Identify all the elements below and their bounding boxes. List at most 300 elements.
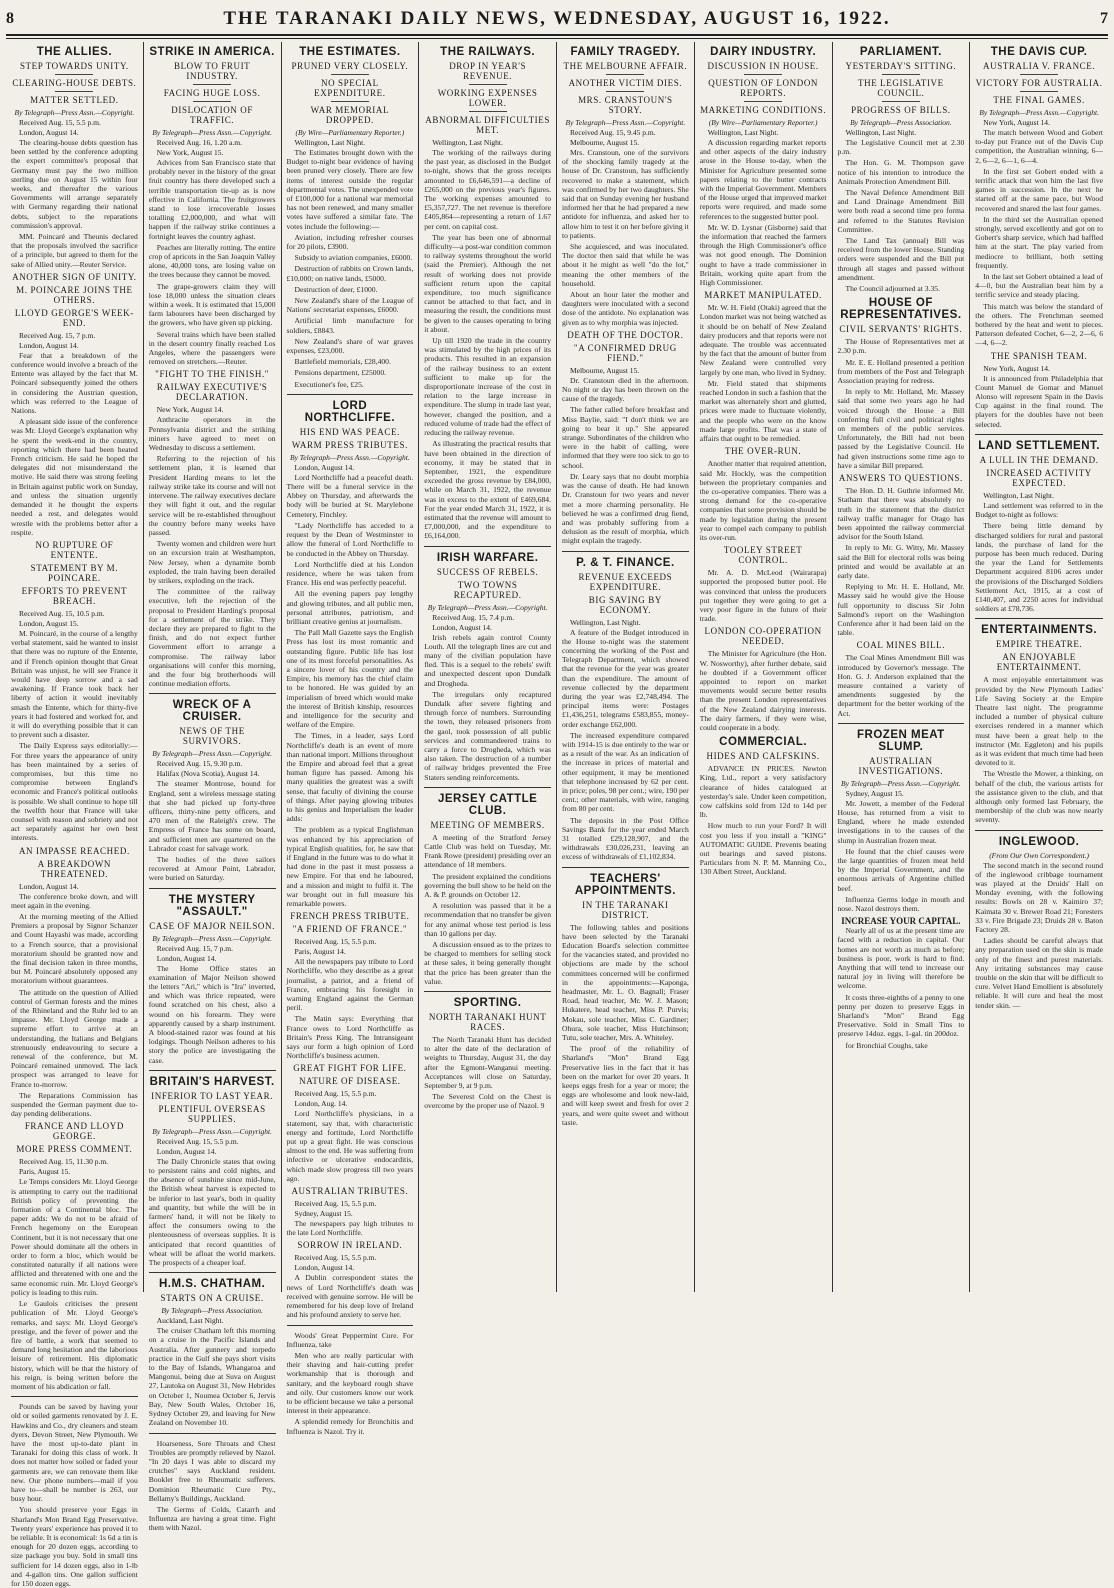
paragraph: The Minister for Agriculture (the Hon. W. Nosworthy), after further debate, said he doubted if a Government officer appointed to report on market movements would secure better results than the present London representatives of the New Zealand dairying interests. The dairy farmers, if they were wise, could cooperate in a body. bbox=[699, 649, 827, 732]
subheading: IN THE TARANAKI DISTRICT. bbox=[582, 899, 669, 920]
subheading: MARKETING CONDITIONS. bbox=[700, 105, 827, 115]
dateline: London, Aug. 14. bbox=[294, 1099, 348, 1109]
paragraph: MM. Poincaré and Theunis declared that the proposals involved the sacrifice of a principle, but agreed to them for the sake of Allied unity.—Reuter Service. bbox=[11, 232, 138, 269]
paragraph: The Hon. D. H. Guthrie informed Mr. Statham that there was absolutely no truth in the statement that the district railway traffic manager for Otago has been appointed the railway commercial advisor for the South Island. bbox=[837, 486, 965, 542]
subheading: HIS END WAS PEACE. bbox=[299, 426, 400, 437]
dateline: London, August 14. bbox=[19, 881, 79, 891]
dateline: Wellington, Last Night. bbox=[294, 138, 366, 147]
wire-credit: By Telegraph—Press Assn.—Copyright. bbox=[290, 452, 410, 462]
headline: THE RAILWAYS. bbox=[440, 46, 536, 58]
paragraph: The Times, in a leader, says Lord Northcliffe's death is an event of more than national import. Millions throughout the Empire and abroad feel that a great human figure has passed. Among his many qualities the greatest was a swift sense, that faculty of divining the course of things. After paying glowing tributes to his genius and Imperialism the leader adds: bbox=[286, 731, 414, 824]
paragraph: Advices from San Francisco state that probably never in the history of the great fruit country has there developed such a terrible transportation tie-up as is now effective in California. The fruitgrowers stand to lose irrecoverable losses totalling £2,000,000, and what will happen if the railway strike continues a fortnight leaves the country aghast. bbox=[148, 158, 276, 241]
subheading: THE OVER-RUN. bbox=[724, 446, 802, 457]
paragraph: Lord Northcliffe's physicians, in a statement, say that, with characteristic energy and fortitude, Lord Northcliffe put up a great fight. He was conscious almost to the end. He was suffering from infective or ulcerative endocarditis, which made slow progress till two years ago. bbox=[286, 1109, 414, 1183]
paragraph: The Severest Cold on the Chest is overcome by the proper use of Nazol. 9 bbox=[424, 1092, 551, 1111]
subheading: M. POINCARE JOINS THE OTHERS. bbox=[16, 284, 133, 305]
article-divider bbox=[424, 991, 551, 992]
paragraph: The second match in the second round of the inglewood cribbage tournament was played at the Druids' Hall on Monday evening, with the following results: Bowls on 28 v. Kaimiro 37; Kaimata 30 v. Brewer Road 21; Foresters 33 v. Fire Brigade 23; Druids 28 v. Baton Factory 28. bbox=[975, 860, 1103, 934]
headline: THE ALLIES. bbox=[36, 46, 113, 58]
separator-rule bbox=[882, 74, 920, 75]
paragraph: Le Gaulois criticises the present publication of Mr. Lloyd George's remarks, and says: Mr. Lloyd George's prestige, and the fever of power and the fire of battle, a work that seemed to demand long hesitation and the laborious leisure of retirement. His diplomatic history, which will be that the history of his reign, is being written before the moment of his abdication or fall. bbox=[11, 1299, 138, 1391]
subheading: FRANCE AND LLOYD GEORGE. bbox=[24, 1121, 124, 1142]
subheading: DISCUSSION IN HOUSE. bbox=[707, 61, 819, 71]
dateline: Wellington, Last Night. bbox=[707, 128, 779, 137]
separator-rule bbox=[55, 91, 93, 92]
paragraph: ADVANCE IN PRICES. Newton King, Ltd., report a very satisfactory clearance of hides catalogued at yesterday's sale. Under keen competition, cow calfskins sold from 12d to 14d per lb. bbox=[699, 764, 827, 820]
wire-credit: (By Wire—Parliamentary Reporter.) bbox=[295, 128, 405, 137]
article-divider bbox=[11, 1396, 138, 1397]
paragraph: Ladies should be careful always that any preparation used on the skin is made only of the finest and purest materials. Any irritating substances may cause trouble on the skin that will be difficult to cure. Velvet Hand Emollient is absolutely reliable. It will cure and heal the most tender skin. — bbox=[975, 936, 1103, 1010]
dateline: London, August 14. bbox=[294, 462, 355, 472]
separator-rule bbox=[331, 74, 369, 75]
column-2 bbox=[144, 42, 282, 1533]
dateline: London, August 14. bbox=[432, 622, 492, 632]
paragraph: The Reparations Commission has suspended the German payment due to-day pending deliberations. bbox=[11, 1090, 138, 1119]
paragraph: Battlefield memorials, £28,400. bbox=[294, 357, 391, 367]
paragraph: A most enjoyable entertainment was provided by the New Plymouth Ladies' Life Saving Society at the Empire Theatre last night. The programme included a number of physical culture exercises rendered in a manner which must have been a great help to the instructor (Mr. Eggleton) and his pupils as it was evident that much time had been devoted to it. bbox=[975, 675, 1103, 768]
subheading: A BREAKDOWN THREATENED. bbox=[37, 858, 112, 879]
article-divider bbox=[149, 1272, 276, 1273]
dateline: Paris, August 15. bbox=[19, 1167, 71, 1177]
paragraph: A discussion ensued as to the prizes to be charged to members for selling stock at these sales, it being generally thought that the price has been greater than the value. bbox=[424, 940, 551, 986]
paragraph: The North Taranaki Hunt has decided to alter the date of the declaration of weights to Thursday, August 31, the day after the Egmont-Wanganui meeting. Acceptances will close on Saturday, September 9, at 9 p.m. bbox=[424, 1035, 551, 1091]
dateline: London, August 14. bbox=[19, 128, 79, 137]
paragraph: Pensions department, £25000. bbox=[294, 368, 387, 378]
paragraph: How much to run your Ford? It will cost you less if you install a "KING" AUTOMATIC GUIDE. Prevents beating out bearings and saved pistons. Particulars from N. P. M. Manning Co., 130 Albert Street, Auckland. bbox=[699, 821, 827, 877]
headline: STRIKE IN AMERICA. bbox=[149, 46, 275, 58]
paragraph: New Zealand's share of war graves expenses, £23,000. bbox=[286, 336, 414, 356]
subheading: PROGRESS OF BILLS. bbox=[851, 105, 951, 115]
subheading: VICTORY FOR AUSTRALIA. bbox=[975, 78, 1103, 88]
paragraph: A pleasant side issue of the conference was Mr. Lloyd George's explanation why he spent the week-end in the country, reporting which there had been heated French criticism. He said he hoped the delegates did not misunderstand the motive. He said there was strong feeling in Britain against public work on Sunday, and unless the situation urgently demanded it he thought the experts needed a rest, and delegates would wrestle with the problems better after a respite. bbox=[11, 417, 138, 537]
paragraph: You should preserve your Eggs in Sharland's Mon Brand Egg Preservative. Twenty years' experience has proved it to be reliable. It is economical: 1s 6d a tin is enough for 20 dozen eggs, according to size package you buy. Sold in small tins sufficient for 14 dozen eggs, also in 1-lb and 4-gallon tins. One gallon sufficient for 150 dozen eggs. bbox=[11, 1505, 138, 1588]
article-divider bbox=[149, 888, 276, 889]
separator-rule bbox=[744, 101, 782, 102]
subheading: INFERIOR TO LAST YEAR. bbox=[151, 1090, 274, 1101]
subheading: "FIGHT TO THE FINISH." bbox=[155, 369, 270, 380]
paragraph: The Home Office states an examination of Major Neilson showed the letters "Ari," which is "Ira" inverted, and which was thrice repeated, were found scratched on his chest, also a wound on his forearm. They were apparently caused by a sharp instrument. A blood-stained razor was found at his lodgings. Though Neilson adheres to his story the police are investigating the case. bbox=[148, 963, 276, 1065]
dateline: Received Aug. 15, 5.5 p.m. bbox=[294, 1253, 377, 1263]
subheading: STATEMENT BY M. POINCARE. bbox=[30, 562, 119, 583]
subheading: HIDES AND CALFSKINS. bbox=[706, 751, 820, 762]
paragraph: A Dublin correspondent states the news of Lord Northcliffe's death was received with genuine sorrow. He will be remembered for his deep love of Ireland and his profound anxiety to serve her. bbox=[286, 1273, 414, 1320]
page-number-left: 8 bbox=[6, 10, 14, 27]
paragraph: The attitude on the question of Allied control of German forests and the mines of the Rhineland and the Ruhr led to an impasse. Mr. Lloyd George made a supreme effort to arrive at an understanding, the Italians and Belgians strenuously endeavouring to secure a renewal of the conference, but M. Poincaré remained unmoved. The lack prospect was arranged to leave for France to-morrow. bbox=[11, 987, 138, 1089]
dateline: London, August 14. bbox=[294, 1263, 355, 1273]
wire-credit: By Telegraph—Press Association. bbox=[850, 118, 952, 127]
paragraph: In the first set Gobert ended with a terrific attack that won him the last five games in succession. In the next he started off at the same pace, but Wood recovered and snared the last four games. bbox=[975, 166, 1103, 213]
dateline: Received Aug. 15, 5.5 p.m. bbox=[294, 1089, 377, 1099]
subheading: FRENCH PRESS TRIBUTE. bbox=[290, 911, 410, 922]
headline: TEACHERS' APPOINTMENTS. bbox=[574, 872, 676, 897]
article-divider bbox=[838, 723, 965, 724]
dateline: Wellington, Last Night. bbox=[432, 138, 503, 147]
subheading: NEWS OF THE SURVIVORS. bbox=[179, 726, 245, 747]
headline: H.M.S. CHATHAM. bbox=[158, 1278, 266, 1291]
subheading: AN ENJOYABLE ENTERTAINMENT. bbox=[996, 652, 1082, 673]
subheading: AUSTRALIA V. FRANCE. bbox=[983, 61, 1096, 71]
dateline: London, August 15. bbox=[19, 618, 79, 628]
paragraph: The grape-growers claim they will lose 18,000 unless the situation clears within a week. It is estimated that 15,000 farm labourers have been discharged by the growers, who have given up picking. bbox=[148, 281, 276, 328]
subheading: ANOTHER VICTIM DIES. bbox=[568, 78, 683, 88]
subheading: QUESTION OF LONDON REPORTS. bbox=[708, 78, 819, 98]
paragraph: All the evening papers pay lengthy and glowing tributes, and all public men, personal attributes, patriotism, and brilliant creative genius at journalism. bbox=[286, 589, 414, 626]
dateline: Received Aug. 15, 7.4 p.m. bbox=[432, 612, 515, 622]
paragraph: Executioner's fee, £25. bbox=[294, 379, 364, 389]
wire-credit: By Telegraph—Press Association. bbox=[161, 1306, 263, 1316]
dateline: Received Aug. 15, 5.5 p.m. bbox=[294, 937, 377, 947]
subheading: PRUNED VERY CLOSELY. bbox=[291, 61, 409, 71]
subheading: EFFORTS TO PREVENT BREACH. bbox=[21, 585, 128, 606]
subheading: FACING HUGE LOSS. bbox=[163, 88, 261, 98]
subheading: MORE PRESS COMMENT. bbox=[16, 1144, 133, 1155]
paragraph: Up till 1920 the trade in the country was stimulated by the high prices of its products. This resulted in an expansion of the railway business to an extent sufficient to make up for the disproportionate increase of the cost in relation to the large increase in expenditure. The slump in trade last year, however, changed the position, and a reduced volume of trade had the effect of reducing the railway revenue. bbox=[424, 336, 551, 438]
paragraph: The Hon. G. M. Thompson gave notice of his intention to introduce the Animals Protection Amendment Bill. bbox=[837, 158, 965, 186]
subheading: AUSTRALIAN INVESTIGATIONS. bbox=[858, 755, 944, 776]
separator-rule bbox=[469, 84, 507, 85]
headline: FAMILY TRAGEDY. bbox=[570, 46, 681, 58]
paragraph: The following tables and positions have been selected by the Taranaki Education Board's selection committee for the vacancies stated, and provided no objections are made by the school committees concerned will be confirmed in the appointments:—Kaponga, headmaster, Mr. L. O. Bagnall; Fraser Road, head teacher, Mr. W. J. Mason; Hukatere, head teacher, Miss P. Purvis; Mokau, sole teacher, Miss C. Gardiner; Ohura, sole teacher, Miss Hutchinson; Tutu, sole teacher, Mrs. A. Whiteley. bbox=[562, 922, 689, 1043]
separator-rule bbox=[331, 101, 369, 102]
paragraph: Mr. A. D. McLeod (Wairarapa) supported the proposed butter pool. He was convinced that unless the producers put together they were going to get a very poor figure in the future of their trade. bbox=[699, 568, 827, 624]
subheading: STARTS ON A CRUISE. bbox=[160, 1293, 264, 1304]
paragraph: The Coal Mines Amendment Bill was introduced by Governor's message. The Hon. G. J. Anderson explained that the measure contained a variety of amendments suggested by the department for the better working of the Act. bbox=[837, 653, 965, 718]
headline: SPORTING. bbox=[453, 997, 522, 1010]
article-divider bbox=[975, 830, 1103, 831]
wire-credit: By Telegraph—Press Assn.—Copyright. bbox=[152, 749, 272, 759]
paragraph: The newspapers pay high tributes to the late Lord Northcliffe. bbox=[286, 1219, 414, 1238]
paragraph: Aviation, including refresher courses for 20 pilots, £3900. bbox=[286, 232, 414, 252]
paragraph: In the last set Gobert obtained a lead of 4—0, but the Australian beat him by a terrific service and steady placing. bbox=[975, 272, 1103, 300]
paragraph: In reply to Mr. Holland, Mr. Massey said that some two years ago he had voiced through the House a Bill conferring full civil and political rights on members of the public services. Unfortunately, the Bill had not been passed by the Legislative Council. He had given instructions some time ago to have a similar Bill prepared. bbox=[837, 387, 965, 470]
headline: P. & T. FINANCE. bbox=[576, 556, 675, 569]
subheading: ANOTHER SIGN OF UNITY. bbox=[12, 271, 137, 282]
subheading: MEETING OF MEMBERS. bbox=[430, 819, 545, 830]
paragraph: A discussion regarding market reports and other aspects of the dairy industry arose in the House to-day, when the Minister for Agriculture presented some papers relating to the butter contracts with the Imperial Government. Members of the House urged that improved market reports were required, and made some references to the suggested butter pool. bbox=[699, 138, 827, 221]
paragraph: Replying to Mr. H. E. Holland, Mr. Massey said he would give the House full opportunity to discuss Sir John Salmond's report on the Washington Conference after it had been laid on the table. bbox=[837, 582, 965, 638]
paragraph: The Daily Chronicle states that owing to persistent rains and cold nights, and the absence of sunshine since mid-June, the British wheat harvest is expected to be inferior to last year's, both in quality and quantity, but while the will be in farmers' hand, it will not be likely to affect the consumers owing to the plenteousness of overseas supplies. It is anticipated that record quantities of wheat will be afloat the world markets. The prospects of a cheaper loaf. bbox=[148, 1156, 276, 1268]
separator-rule bbox=[744, 74, 782, 75]
paragraph: Mr. Jowett, a member of the Federal House, has returned from a visit to England, where he made extended investigations in to the causes of the slump in Australian frozen meat. bbox=[837, 798, 965, 845]
dateline: Received Aug. 15, 10.5 p.m. bbox=[19, 608, 105, 618]
paragraph: Hoarseness, Sore Throats and Chest Troubles are promptly relieved by Nazol. "In 20 days I was able to discard my crutches" says Auckland resident. Booklet free to Rheumatic sufferers. Dominion Rheumatic Cure Pty., Bellamy's Buildings, Auckland. bbox=[148, 1438, 276, 1503]
subheading: RAILWAY EXECUTIVE'S DECLARATION. bbox=[156, 382, 268, 403]
wire-credit: By Telegraph—Press Assn.—Copyright. bbox=[152, 1126, 272, 1136]
headline: JERSEY CATTLE CLUB. bbox=[437, 792, 538, 817]
subheading: LLOYD GEORGE'S WEEK-END. bbox=[14, 307, 134, 328]
paragraph: The Pall Mall Gazette says the English Press has lost its most romantic and outstanding figure. Public life has lost one of its most forceful personalities. As a sincere lover of his country and the Empire, his memory has the chief claim to be honored. He was guided by an imperialism of breed which would make the interest of British kinship, resources and intelligence for the security and welfare of the Empire. bbox=[286, 628, 414, 730]
paragraph: The steamer Montrose, bound for England, sent a wireless message stating that she had picked up forty-three officers, thirty-nine petty officers, and 470 men of the Raleigh's crew. The Empress of France has some on board, and sufficient men are quartered on the Labrador coast for salvage work. bbox=[148, 779, 276, 853]
subheading: A LULL IN THE DEMAND. bbox=[979, 454, 1099, 465]
paragraph: Artificial limb manufacture for soldiers, £8843. bbox=[286, 316, 414, 335]
masthead bbox=[6, 4, 1108, 36]
column-3 bbox=[282, 42, 420, 1436]
paragraph: M. Poincaré, in the course of a lengthy verbal statement, said he wanted to insist that there was no rupture of the Entente, and if French opinion thought that Great Britain was unjust, he will see France it would have deep sorrow and a sad awakening. If France took back her liberty of action it would inevitably smash the Entente, which for thirty-five years it had fostered and worked for, and it will do everything possible that it can to prevent such a disaster. bbox=[11, 628, 138, 740]
headline: COMMERCIAL. bbox=[719, 736, 808, 749]
dateline: New York, August 14. bbox=[156, 405, 224, 415]
dateline: Received Aug. 15, 9.45 p.m. bbox=[570, 128, 656, 137]
paragraph: The irregulars only recaptured Dundalk after severe fighting and through force of numbers. Surrounding the town, they released prisoners from the gaol, took possession of all public services and commandeered trains to carry a force to Drogheda, which was also taken. The destruction of a number of railway bridges prevented the Free Staters sending reinforcements. bbox=[424, 689, 551, 782]
subheading: TWO TOWNS RECAPTURED. bbox=[453, 579, 522, 600]
subheading: CASE OF MAJOR NEILSON. bbox=[149, 920, 275, 931]
article-divider bbox=[424, 787, 551, 788]
paragraph: The problem as a typical Englishman was enhanced by his appreciation of typical English qualities, for, he saw that if England in the future was to do what it had done in the past it must possess a new Empire. For that end he laboured, and a mission and might to fulfil it. The war brought out in full measure his remarkable powers. bbox=[286, 825, 414, 909]
dateline: Wellington, Last Night. bbox=[845, 128, 917, 137]
paragraph: The Land Tax (annual) Bill was received from the lower House. Standing orders were suspended and the Bill put through all stages and passed without amendment. bbox=[837, 236, 965, 282]
paragraph: Destruction of rabbits on Crown lands, £10,000; on native lands, £5000. bbox=[286, 264, 414, 283]
dateline: Auckland, Last Night. bbox=[156, 1316, 224, 1326]
paragraph: About an hour later the mother and daughters were inoculated with a second dose of the antidote. No explanation was given as to why morphia was injected. bbox=[562, 290, 689, 327]
headline: PARLIAMENT. bbox=[859, 46, 942, 58]
dateline: Halifax (Nova Scotia), August 14. bbox=[156, 769, 260, 779]
paragraph: for Bronchial Coughs, take bbox=[845, 1040, 928, 1050]
paragraph: "Lady Northcliffe has acceded to a request by the Dean of Westminster to allow the funeral of Lord Northcliffe to be conducted in the Abbey on Thursday. bbox=[286, 520, 414, 558]
dateline: London, August 14. bbox=[156, 953, 217, 963]
paragraph: Mrs. Cranstoun, one of the survivors of the shocking family tragedy at the house of Dr. Cranstoun, has sufficiently recovered to make a statement, which was confirmed by her two daughters. She said that on Sunday evening her husband informed her that he had prepared a new antidote for influenza, and asked her to allow him to test it on her before giving it to patients. bbox=[562, 148, 689, 240]
headline: LAND SETTLEMENT. bbox=[978, 439, 1100, 452]
paragraph: Woods' Great Peppermint Cure. For Influenza, take bbox=[286, 1330, 414, 1349]
headline: WRECK OF A CRUISER. bbox=[172, 699, 252, 724]
paragraph: The Legislative Council met at 2.30 p.m. bbox=[837, 138, 965, 157]
paragraph: Peaches are literally rotting. The entire crop of apricots in the San Joaquin Valley alone, 40,000 tons, are losing value on the trees because they cannot be moved. bbox=[148, 242, 276, 280]
subheading: NORTH TARANAKI HUNT RACES. bbox=[428, 1012, 547, 1033]
paragraph: Influenza Germs lodge in mouth and nose. Nazol destroys them. bbox=[837, 894, 965, 913]
dateline: Received Aug. 15, 5.5 p.m. bbox=[156, 1136, 239, 1146]
paragraph: Several trains which have been stalled in the desert country finally reached Los Angeles, where the passengers were removed on stretchers.—Reuter. bbox=[148, 329, 276, 367]
subheading: AUSTRALIAN TRIBUTES. bbox=[291, 1186, 409, 1197]
paragraph: A meeting of the Stratford Jersey Cattle Club was held on Tuesday, Mr. Frank Rowe (president) presiding over an attendance of 18 members. bbox=[424, 832, 551, 870]
paragraph: The year has been one of abnormal difficulty—a post-war condition common to railway systems throughout the world (said the Premier). Although the net result of working does not provide sufficient return upon the capital expenditure, too much significance cannot be attached to that fact, and in measuring the result, the conditions must be given to the causes operating to bring it about. bbox=[424, 232, 551, 334]
headline: INGLEWOOD. bbox=[998, 835, 1080, 848]
article-divider bbox=[287, 394, 414, 395]
paragraph: The father called before breakfast and Miss Baylie, said: "I don't think we are going to bear it up." She appeared strange. Subordinates of the children who were in the habit of calling, were informed that they were too sick to go to school. bbox=[562, 405, 689, 470]
dateline: Received Aug. 15, 11.30 p.m. bbox=[19, 1157, 109, 1167]
subheading: PLENTIFUL OVERSEAS SUPPLIES. bbox=[158, 1103, 266, 1124]
wire-credit: By Telegraph—Press Assn.—Copyright. bbox=[841, 778, 961, 788]
subheading: SUCCESS OF REBELS. bbox=[436, 566, 539, 577]
paragraph: Land settlement was referred to in the Budget to-night as follows: bbox=[975, 500, 1103, 520]
dateline: Sydney, August 15. bbox=[845, 788, 904, 798]
subheading: GREAT FIGHT FOR LIFE. bbox=[293, 1063, 407, 1074]
wire-credit: By Telegraph—Press Assn.—Copyright. bbox=[565, 118, 686, 127]
paragraph: Dr. Cranstoun died in the afternoon. No night or day has been thrown on the cause of the tragedy. bbox=[562, 375, 689, 404]
article-divider bbox=[424, 546, 551, 547]
wire-credit: (By Wire—Parliamentary Reporter.) bbox=[708, 118, 818, 127]
paragraph: The match between Wood and Gobert to-day put France out of the Davis Cup competition, the Australian winning, 6—2, 6—2, 6—1, 6—4. bbox=[975, 128, 1103, 165]
dateline: London, August 14. bbox=[19, 340, 79, 350]
masthead-rule bbox=[6, 38, 1108, 39]
subheading: ABNORMAL DIFFICULTIES MET. bbox=[425, 115, 550, 135]
subheading: NO RUPTURE OF ENTENTE. bbox=[35, 539, 114, 560]
paragraph: Men who are really particular with their shaving and hair-cutting prefer workmanship that is thorough and sanitary, and the keyboard rough shave and oily. Our customers know our work to be efficient because we take a personal interest in their appearance. bbox=[286, 1350, 414, 1416]
paragraph: Mr. W. H. Field (Otaki) agreed that the London market was not being watched as it should be on behalf of New Zealand dairy producers and that reports were not adequate. The trouble was accentuated by the fact that the amount of butter from New Zealand were controlled very largely by one man, who lived in Sydney. bbox=[699, 303, 827, 377]
subheading: THE SPANISH TEAM. bbox=[990, 350, 1088, 361]
separator-rule bbox=[606, 91, 644, 92]
dateline: London, August 14. bbox=[156, 1146, 217, 1156]
paragraph: Lord Northcliffe had a peaceful death. There will be a funeral service in the Abbey on Thursday, and afterwards the body will be buried at St. Marylebone Cemetery, Finchley. bbox=[286, 472, 414, 519]
article-divider bbox=[562, 551, 689, 552]
subheading: THE FINAL GAMES. bbox=[993, 95, 1085, 105]
paragraph: At the morning meeting of the Allied Premiers a proposal by Signor Schanzer and Count Hayashi was made, according to a French source, that a provisional moratorium should be granted now and the final decision taken in three months, but M. Poincaré absolutely opposed any moratorium without guarantees. bbox=[11, 911, 138, 986]
article-divider bbox=[149, 1070, 276, 1071]
subheading: NATURE OF DISEASE. bbox=[299, 1076, 401, 1087]
subheading: BIG SAVING BY ECONOMY. bbox=[588, 594, 662, 615]
wire-credit: By Telegraph—Press Assn.—Copyright. bbox=[427, 602, 548, 612]
paragraph: Destruction of deer, £1000. bbox=[294, 284, 378, 294]
paragraph: The cruiser Chatham left this morning on a cruise in the Pacific Islands and Australia. After gunnery and torpedo practice in the Gulf she pays short visits to the Bay of Islands, Whangaroa and Mangonui, being due at Suva on August 27, Lautoka on August 31, New Hebrides on October 1, Noumea October 6, Jervis Bay, New South Wales, October 16, Sydney October 29, and leaving for New Zealand on November 10. bbox=[148, 1326, 276, 1428]
subheading: DROP IN YEAR'S REVENUE. bbox=[449, 61, 527, 81]
newspaper-title: THE TARANAKI DAILY NEWS, WEDNESDAY, AUGUST 16, 1922. bbox=[223, 8, 891, 29]
paragraph: Mr. W. D. Lysnar (Gisborne) said that the information that reached the farmers through the High Commissioner's office was not good enough. The Dominion ought to have a trade commissioner in Britain, working quite apart from the High Commissioner. bbox=[699, 222, 827, 288]
advert-title: INCREASE YOUR CAPITAL. bbox=[841, 916, 961, 927]
headline: IRISH WARFARE. bbox=[436, 551, 539, 564]
dateline: Wellington, Last Night. bbox=[570, 617, 641, 627]
dateline: Received Aug. 15, 5.5 p.m. bbox=[19, 118, 101, 127]
paragraph: There being little demand by discharged soldiers for rural and pastoral lands, the purchase of land for the purpose has been much reduced. During the year the Land for Settlements Department acquired 8106 acres under the provisions of the Discharged Soldiers Settlement Act, 1915, at a cost of £140,407, and 2250 acres for individual soldiers at £78,736. bbox=[975, 521, 1103, 614]
subheading: DEATH OF THE DOCTOR. bbox=[567, 329, 684, 340]
paragraph: Irish rebels again control County Louth. All the telegraph lines are cut and many of the civilian population have fled. This is a sequel to the rebels' swift and unexpected descent upon Dundalk and Drogheda. bbox=[424, 632, 551, 688]
subheading: "A FRIEND OF FRANCE." bbox=[292, 924, 408, 935]
paragraph: The clearing-house debts question has been settled by the conference adopting the expert committee's proposal that Germany must pay the two million sterling due on August 15 within four weeks, and thereafter the various Governments will arrange separately with Germany regarding their national debts, subject to the reparations commission's approval. bbox=[11, 138, 138, 230]
paragraph: Pounds can be saved by having your old or soiled garments renovated by J. E. Hawkins and Co., dry cleaners and steam dyers, Devon Street, New Plymouth. We have the most up-to-date plant in Taranaki for doing this class of work. It does not matter how soiled or faded your garments are, we can renovate them like new. Our phone numbers—mail if you have to—shall be number is 263, our busy hour. bbox=[11, 1402, 138, 1504]
subheading: "A CONFIRMED DRUG FIEND." bbox=[573, 342, 677, 363]
paragraph: It costs three-eighths of a penny to one penny per dozen to preserve Eggs in Sharland's "Mon" Brand Egg Preservative. Sold in Small Tins to preserve 14doz. eggs, 1-gal. tin 200doz. bbox=[837, 992, 965, 1039]
dateline: Melbourne, August 15. bbox=[570, 365, 640, 375]
dateline: Sydney, August 15. bbox=[294, 1209, 353, 1219]
paragraph: All the newspapers pay tribute to Lord Northcliffe, who they describe as a great journalist, a patriot, and a friend of France, embracing his foresight in warning England against the German peril. bbox=[286, 957, 414, 1013]
paragraph: Fear that a breakdown of the conference would involve a breach of the Entente was allayed by the fact that M. Poincaré subsequently joined the others in considering the Austrian question, which was referred to the League of Nations. bbox=[11, 350, 138, 416]
column-6 bbox=[695, 42, 833, 1292]
headline: HOUSE OF REPRESENTATIVES. bbox=[840, 297, 962, 322]
paragraph: The Naval Defence Amendment Bill and Land Drainage Amendment Bill were both read a second time pro forma and referred to the Statutes Revision Committee. bbox=[837, 188, 965, 234]
subheading: WORKING EXPENSES LOWER. bbox=[437, 88, 538, 108]
paragraph: The working of the railways during the past year, as disclosed in the Budget to-night, shows that the gross receipts amounted to £6,646,591—a decline of £265,000 on the previous year's figures. The working expenses amounted to £5,357,727. The net revenue is therefore £405,864—representing a return of 1.67 per cent. on capital cost. bbox=[424, 148, 551, 231]
headline: BRITAIN'S HARVEST. bbox=[149, 1075, 275, 1088]
dateline: Wellington, Last Night. bbox=[983, 490, 1054, 500]
subheading: THE LEGISLATIVE COUNCIL. bbox=[858, 78, 944, 98]
paragraph: Lord Northcliffe died at his London residence, where he was taken from France. His end was perfectly peaceful. bbox=[286, 559, 414, 588]
paragraph: The House of Representatives met at 2.30 p.m. bbox=[837, 337, 965, 356]
headline: LORD NORTHCLIFFE. bbox=[304, 399, 396, 424]
paragraph: The bodies of the three sailors recovered at Amour Point, Labrador, were buried on Saturday. bbox=[148, 854, 276, 883]
paragraph: The proof of the reliability of Sharland's "Mon" Brand Egg Preservative lies in the fact that it has been on the market for over 20 years. It keeps eggs fresh for a year or more; the eggs are wholesome and look new-laid, and will keep sweet and fresh for over 2 years, and were quite sweet and without taste. bbox=[562, 1044, 689, 1127]
headline: THE DAVIS CUP. bbox=[990, 46, 1088, 58]
subheading: BLOW TO FRUIT INDUSTRY. bbox=[173, 61, 251, 81]
headline: DAIRY INDUSTRY. bbox=[710, 46, 817, 58]
paragraph: The Estimates brought down with the Budget to-night bear evidence of having been pruned very closely. There are few items of interest outside the regular departmental votes. The unexpended vote of £100,000 for a national war memorial has not been renewed, and many smaller votes have suffered a similar fate. The votes include the following:— bbox=[286, 148, 414, 231]
separator-rule bbox=[193, 101, 231, 102]
wire-credit: By Telegraph—Press Assn.—Copyright. bbox=[14, 108, 135, 117]
dateline: Received Aug. 15, 7 p.m. bbox=[156, 943, 233, 953]
separator-rule bbox=[55, 74, 93, 75]
dateline: New York, August 14. bbox=[983, 118, 1050, 127]
subheading: CLEARING-HOUSE DEBTS. bbox=[12, 78, 137, 88]
page-number-right: 7 bbox=[1099, 10, 1108, 27]
article-divider bbox=[149, 693, 276, 694]
separator-rule bbox=[606, 74, 644, 75]
dateline: New York, August 14. bbox=[983, 363, 1050, 373]
paragraph: The Wrestle the Mower, a thinking, on behalf of the club, the various artists for the assistance given to the club, and that although only formed last February, the membership of the club was now nearly seventy. bbox=[975, 769, 1103, 825]
paragraph: Subsidy to aviation companies, £6000. bbox=[294, 253, 413, 263]
paragraph: This match was below the standard of the others. The Frenchman seemed bothered by the heat and went to pieces. Patterson defeated Cochet, 6—2, 2—6, 6—4, 6—2. bbox=[975, 301, 1103, 348]
wire-credit: By Telegraph—Press Assn.—Copyright. bbox=[152, 933, 272, 943]
separator-rule bbox=[1020, 74, 1058, 75]
separator-rule bbox=[1020, 91, 1058, 92]
subheading: EMPIRE THEATRE. bbox=[995, 639, 1083, 650]
subheading: TOOLEY STREET CONTROL. bbox=[723, 545, 803, 566]
separator-rule bbox=[882, 101, 920, 102]
dateline: Received Aug. 15, 9.30 p.m. bbox=[156, 759, 243, 769]
paragraph: Anthracite operators in the Pennsylvania district and the striking miners have agreed to meet on Wednesday to discuss a settlement. bbox=[148, 415, 276, 453]
subheading: WAR MEMORIAL DROPPED. bbox=[310, 105, 390, 125]
paragraph: A splendid remedy for Bronchitis and Influenza is Nazol. Try it. bbox=[286, 1417, 414, 1436]
paragraph: As illustrating the practical results that have been obtained in the direction of economy, it may be stated that in September, 1921, the expenditure exceeded the gross revenue by £84,000, while on March 31, 1922, the revenue was in excess to the extent of £469,684. For the year ended March 31, 1922, it is estimated that the revenue will amount to £7,000,000, and the expenditure to £6,164,000. bbox=[424, 439, 551, 541]
paragraph: Dr. Leary says that no doubt morphia was the cause of death. He had known Dr. Cranstoun for two years and never met a more charming personality. He believed he was a confirmed drug fiend, and was probably suffering from a delusion as the result of morphia, which might explain the tragedy. bbox=[562, 471, 689, 546]
article-divider bbox=[562, 867, 689, 868]
dateline: Received Aug. 15, 5.5 p.m. bbox=[294, 1199, 377, 1209]
subheading: THE MELBOURNE AFFAIR. bbox=[563, 61, 688, 71]
column-1 bbox=[6, 42, 144, 1588]
subheading: INCREASED ACTIVITY EXPECTED. bbox=[986, 467, 1092, 488]
dateline: Melbourne, August 15. bbox=[570, 138, 640, 147]
dateline: Received Aug. 16, 1.20 a.m. bbox=[156, 138, 242, 147]
paragraph: The committee of the railway executive, left the rejection of the proposal to President Harding's proposal for a settlement of the strike. They declare they are prepared to fight to the finish, and do not expect further Government effort to arrange a compromise. The railway labor organisations will confer this morning, and the four big brotherhoods will continue mediation efforts. bbox=[148, 587, 276, 689]
wire-credit: By Telegraph—Press Assn.—Copyright. bbox=[979, 108, 1099, 117]
paragraph: The deposits in the Post Office Savings Bank for the year ended March 31 totalled £29,128,907, and the withdrawals £30,026,231, leaving an excess of withdrawals of £1,102,834. bbox=[562, 815, 689, 862]
paragraph: Mr. E. E. Holland presented a petition from members of the Post and Telegraph Association praying for redress. bbox=[837, 357, 965, 386]
headline: THE ESTIMATES. bbox=[299, 46, 401, 58]
subheading: SORROW IN IRELAND. bbox=[297, 1240, 403, 1251]
paragraph: The Germs of Colds, Catarrh and Influenza are having a great time. Fight them with Nazol. bbox=[148, 1504, 276, 1533]
subheading: MRS. CRANSTOUN'S STORY. bbox=[578, 95, 673, 115]
subheading: MATTER SETTLED. bbox=[30, 95, 119, 105]
subheading: YESTERDAY'S SITTING. bbox=[845, 61, 957, 71]
column-7 bbox=[833, 42, 971, 1292]
dateline: New York, August 15. bbox=[156, 148, 224, 157]
paragraph: Mr. Field stated that shipments reached London in such a fashion that the market was alternately short and glutted, prices were made to fluctuate violently, and the people who were on the know made large profits. That was a state of affairs that ought to be remedied. bbox=[699, 378, 827, 444]
article-divider bbox=[975, 618, 1103, 619]
subheading: DISLOCATION OF TRAFFIC. bbox=[171, 105, 253, 125]
columns-container bbox=[6, 42, 1108, 1588]
paragraph: She acquiesced, and was inoculated. The doctor then said that while he was about it he might as well "do the lot," meaning the other members of the household. bbox=[562, 242, 689, 288]
paragraph: Twenty women and children were hurt on an excursion train at Westhampton, New Jersey, when a dynamite bomb exploded, the train having been derailed by strikers, exploding on the track. bbox=[148, 539, 276, 585]
paragraph: Le Temps considers Mr. Lloyd George is attempting to carry out the traditional British policy of preventing the formation of a Continental bloc. The paper adds: We do not to be afraid of French hegemony on the European Continent, but it is not necessary that one Power should dominate all the others in order to form a bloc, which would be constituted naturally if all nations were afflicted and threatened with one and the same economic ruin. Mr. Lloyd George's policy is leading to this ruin. bbox=[11, 1177, 138, 1297]
paragraph: He found that the chief causes were the large quantities of frozen meat held by the Imperial Government, and the enormous arrivals of Argentine chilled beef. bbox=[837, 846, 965, 893]
separator-rule bbox=[193, 84, 231, 85]
dateline: Paris, August 14. bbox=[294, 947, 346, 957]
subheading: CIVIL SERVANTS' RIGHTS. bbox=[839, 324, 963, 335]
article-divider bbox=[149, 1433, 276, 1434]
wire-credit: By Telegraph—Press Assn.—Copyright. bbox=[152, 128, 272, 137]
separator-rule bbox=[469, 111, 507, 112]
wire-credit: (From Our Own Correspondent.) bbox=[989, 850, 1090, 860]
paragraph: In the third set the Australian opened strongly, served excellently and got on to Gobert's sharp service, which had baffled him at the start. The play varied from mediocre to brilliant, both setting frequently. bbox=[975, 214, 1103, 270]
subheading: AN IMPASSE REACHED. bbox=[18, 845, 130, 856]
column-4 bbox=[419, 42, 557, 1292]
article-divider bbox=[287, 1325, 414, 1326]
subheading: COAL MINES BILL. bbox=[856, 640, 946, 651]
subheading: MARKET MANIPULATED. bbox=[704, 290, 822, 301]
paragraph: A feature of the Budget introduced in the House to-night was the statement concerning the working of the Post and Telegraph Department, which showed that the revenue for the year was greater than the expenditure. The amount of revenue collected by the department during the year was £2,748,494. The principal items were: Postages £1,436,251, telegrams £583,855, money-order exchange £62,000. bbox=[562, 627, 689, 729]
paragraph: The president explained the conditions governing the bull show to be held on the A. & P. grounds on October 12. bbox=[424, 871, 551, 899]
subheading: NO SPECIAL EXPENDITURE. bbox=[314, 78, 386, 98]
paragraph: The increased expenditure compared with 1914-15 is due entirely to the war or as a result of the war. As an indication of the increase in prices of material and other equipment, it may be mentioned that telephone increased by 62 per cent. in price; poles, 98 per cent.; wire, 190 per cent.; other materials, with wire, ranging from 80 per cent. bbox=[562, 730, 689, 814]
paragraph: The Matin says: Everything that France owes to Lord Northcliffe as Britain's Press King. The Intransigeant says our form a high opinion of Lord Northcliffe's business acumen. bbox=[286, 1014, 414, 1061]
column-8 bbox=[970, 42, 1108, 1292]
paragraph: New Zealand's share of the League of Nations' secretariat expenses, £6000. bbox=[286, 296, 414, 315]
paragraph: The Daily Express says editorially:—For three years the appearance of unity has been maintained by a series of compromises, but this time no compromise between England's economic and France's political outlooks is possible. We shall continue to hope till the twelfth hour that France will take counsel with reason and sobriety and not act separately against her own best interests. bbox=[11, 741, 138, 843]
paragraph: Another matter that required attention, said Mr. Hockly, was the competition between the proprietary companies and the co-operative companies. There was a strong demand for the co-operative companies that some provision should be made by legislation during the present year to compel each company to publish its over-run. bbox=[699, 459, 827, 542]
